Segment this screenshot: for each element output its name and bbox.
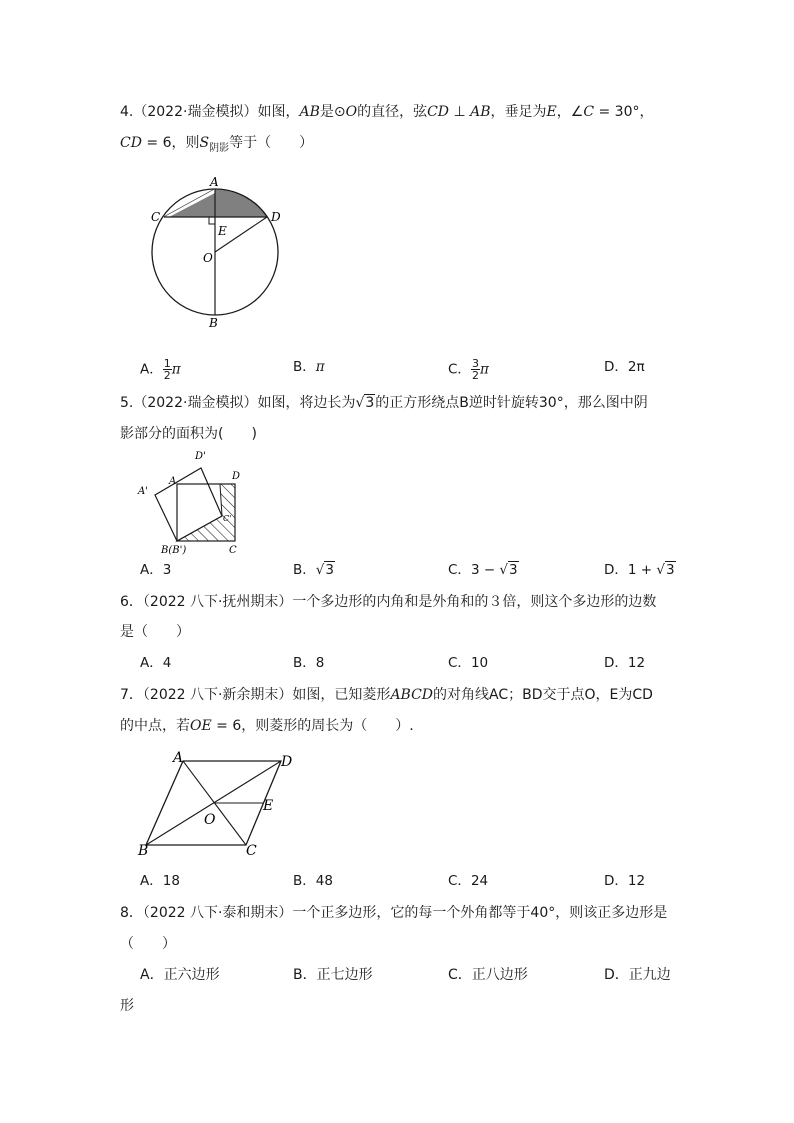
q5-label-b: B(B') (161, 545, 187, 556)
q8-option-a[interactable]: A．正六边形 (140, 967, 220, 983)
q4-stem-line2: CD = 6，则$S_{阴影}$等于（ ） (120, 135, 314, 154)
q8-stem-line1: 8．（2022 八下·泰和期末）一个正多边形，它的每一个外角都等于40°，则该正多边形是 (120, 905, 668, 921)
q5-label-cprime: C' (223, 514, 232, 523)
q4-label-b: B (209, 316, 218, 330)
q6-option-b[interactable]: B．8 (293, 655, 325, 671)
q5-label-a: A (169, 476, 177, 487)
q6-option-a[interactable]: A．4 (140, 655, 172, 671)
q7-stem-line2: 的中点，若OE = 6，则菱形的周长为（ ）. (120, 718, 414, 734)
q4-right-angle-mark (209, 217, 215, 224)
q5-stem-line2: 影部分的面积为( ) (120, 426, 257, 442)
q7-option-b[interactable]: B．48 (293, 873, 333, 889)
q5-stem-line1: 5.（2022·瑞金模拟）如图，将边长为√3的正方形绕点B逆时针旋转30°，那么图中阴 (120, 395, 648, 411)
q4-label-o: O (203, 251, 213, 265)
q4-label-d: D (271, 210, 281, 224)
q7-option-c[interactable]: C．24 (448, 873, 489, 889)
q8-option-d-wrap: 形 (120, 998, 134, 1014)
q6-option-c[interactable]: C．10 (448, 655, 489, 671)
q7-label-e: E (263, 798, 274, 814)
q5-square-figure (133, 446, 253, 556)
q4-label-a: A (210, 175, 219, 189)
q6-option-d[interactable]: D．12 (604, 655, 646, 671)
q8-stem-line2: （ ） (120, 936, 176, 952)
q5-label-aprime: A' (138, 486, 148, 497)
q5-option-d[interactable]: D．1 + √3 (604, 562, 675, 578)
q5-label-c: C (229, 545, 237, 556)
q5-option-c[interactable]: C．3 − √3 (448, 562, 518, 578)
q4-option-c[interactable]: C． $\frac{3}{2}$ π (448, 357, 489, 382)
q5-label-dprime: D' (195, 451, 206, 462)
q4-label-e: E (218, 224, 227, 238)
q7-option-a[interactable]: A．18 (140, 873, 180, 889)
q5-option-b[interactable]: B．√3 (293, 562, 334, 578)
q7-rhombus-figure (133, 747, 303, 862)
q4-label-c: C (151, 210, 161, 224)
q8-option-c[interactable]: C．正八边形 (448, 967, 528, 983)
q4-option-a[interactable]: A． $\frac{1}{2}$ π (140, 357, 181, 382)
q4-option-d[interactable]: D．2π (604, 359, 645, 375)
q7-label-a: A (173, 750, 184, 766)
q8-option-b[interactable]: B．正七边形 (293, 967, 373, 983)
q4-option-b[interactable]: B．π (293, 359, 325, 375)
q7-label-d: D (281, 754, 293, 770)
q7-label-b: B (138, 843, 149, 859)
q8-option-d[interactable]: D．正九边 (604, 967, 671, 983)
q7-option-d[interactable]: D．12 (604, 873, 646, 889)
q6-stem-line2: 是（ ） (120, 624, 190, 640)
q4-circle-figure (145, 172, 285, 332)
q7-label-c: C (246, 843, 257, 859)
q4-stem-line1: 4.（2022·瑞金模拟）如图，AB是⊙O的直径，弦CD ⊥ AB，垂足为E，∠C = 30°， (120, 104, 654, 120)
q7-stem-line1: 7．（2022 八下·新余期末）如图，已知菱形ABCD的对角线AC；BD交于点O，E为CD (120, 687, 653, 703)
q5-hatched-region (177, 484, 235, 541)
q5-label-d: D (232, 471, 241, 482)
q7-label-o: O (204, 812, 216, 828)
q5-option-a[interactable]: A．3 (140, 562, 172, 578)
q6-stem-line1: 6．（2022 八下·抚州期末）一个多边形的内角和是外角和的３倍，则这个多边形的边数 (120, 594, 657, 610)
